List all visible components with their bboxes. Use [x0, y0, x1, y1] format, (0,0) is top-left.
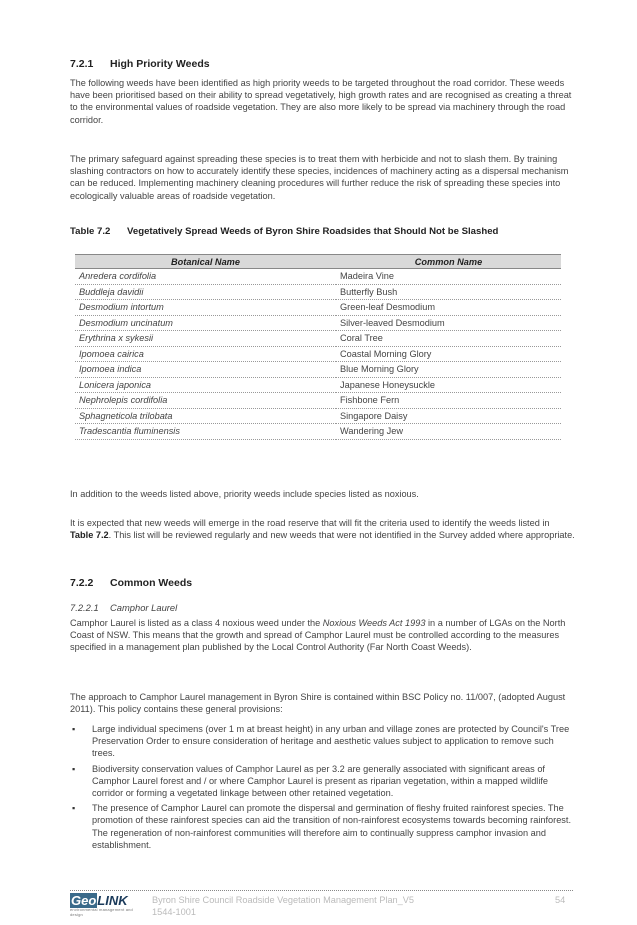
camphor-text-a: Camphor Laurel is listed as a class 4 noxious weed under the [70, 618, 323, 628]
table-row [75, 362, 561, 378]
intro-paragraph: The following weeds have been identified as high priority weeds to be targeted throughout the road corridor. These weeds have been prioritised based on their ability to spread vegetatively, high growth rates and are recognised as creating a threat to the environmental values of roadside vegetation. They are also more likely to be spread via machinery through the road corridor. [70, 78, 572, 125]
botanical-name-cell: Buddleja davidii [75, 284, 336, 300]
footer-divider [70, 890, 573, 891]
section-number: 7.2.1 [70, 58, 94, 70]
provision-item: ▪ Large individual specimens (over 1 m at breast height) in any urban and village zones are protected by Council's Tree Preservation Order to ensure consideration of heritage and aesthetic values subject to application to remove such trees. [70, 723, 575, 760]
botanical-name-cell: Nephrolepis cordifolia [75, 393, 336, 409]
table-header-row [75, 255, 561, 269]
logo-wordmark: GeoLINK [71, 893, 128, 908]
table-row [75, 346, 561, 362]
botanical-name-cell: Anredera cordifolia [75, 269, 336, 285]
common-name-cell: Butterfly Bush [336, 284, 561, 300]
logo-tagline: environmental management and design [70, 907, 133, 917]
table-row [75, 408, 561, 424]
botanical-name-cell: Desmodium intortum [75, 300, 336, 316]
safeguard-paragraph: The primary safeguard against spreading these species is to treat them with herbicide and not to slash them. By training slashing contractors on how to accurately identify these species, incidences of machinery acting as a dispersal mechanism can be reduced. Implementing machinery cleaning procedures will further reduce the risk of spreading these species into ecologically valuable areas of roadside vegetation. [70, 154, 569, 201]
table-caption-number: Table 7.2 [70, 226, 111, 237]
botanical-name-cell: Lonicera japonica [75, 377, 336, 393]
botanical-name-cell: Desmodium uncinatum [75, 315, 336, 331]
provision-item: ▪ Biodiversity conservation values of Camphor Laurel as per 3.2 are generally associated with significant areas of Camphor Laurel forest and / or where Camphor Laurel is present as riparian vegetation, within a mapped wildlife corridor or forming a vegetated linkage between other retained vegetation. [70, 763, 575, 800]
botanical-name-cell: Ipomoea cairica [75, 346, 336, 362]
subsection-heading [70, 602, 177, 613]
header-botanical-name: Botanical Name [75, 255, 336, 269]
table-row [75, 315, 561, 331]
weeds-table [75, 254, 561, 440]
review-text-a: It is expected that new weeds will emerge in the road reserve that will fit the criteria used to identify the weeds listed in [70, 518, 550, 528]
section-heading-722 [70, 577, 192, 589]
common-name-cell: Wandering Jew [336, 424, 561, 440]
table-row [75, 300, 561, 316]
footer-doc-number: 1544-1001 [152, 906, 196, 917]
camphor-paragraph [70, 617, 575, 654]
section-title: High Priority Weeds [110, 58, 210, 70]
subsection-number: 7.2.2.1 [70, 602, 99, 613]
table-row [75, 269, 561, 285]
botanical-name-cell: Tradescantia fluminensis [75, 424, 336, 440]
common-name-cell: Singapore Daisy [336, 408, 561, 424]
common-name-cell: Coastal Morning Glory [336, 346, 561, 362]
table-caption [70, 226, 498, 237]
noxious-paragraph: In addition to the weeds listed above, priority weeds include species listed as noxious. [70, 489, 419, 499]
table-reference: Table 7.2 [70, 530, 109, 541]
header-common-name: Common Name [336, 255, 561, 269]
common-name-cell: Japanese Honeysuckle [336, 377, 561, 393]
page-number: 54 [555, 895, 566, 905]
section-heading-721 [70, 58, 210, 70]
table-row [75, 377, 561, 393]
footer-doc-title: Byron Shire Council Roadside Vegetation Management Plan_V5 [152, 895, 415, 905]
table-row [75, 424, 561, 440]
provisions-list [70, 723, 575, 854]
table-row [75, 284, 561, 300]
table-caption-title: Vegetatively Spread Weeds of Byron Shire Roadsides that Should Not be Slashed [127, 226, 499, 237]
common-name-cell: Madeira Vine [336, 269, 561, 285]
botanical-name-cell: Erythrina x sykesii [75, 331, 336, 347]
section-title: Common Weeds [110, 577, 193, 589]
table-row [75, 331, 561, 347]
common-name-cell: Blue Morning Glory [336, 362, 561, 378]
policy-paragraph: The approach to Camphor Laurel management in Byron Shire is contained within BSC Policy no. 11/007, (adopted August 2011). This policy contains these general provisions: [70, 692, 566, 715]
common-name-cell: Silver-leaved Desmodium [336, 315, 561, 331]
table-row [75, 393, 561, 409]
botanical-name-cell: Ipomoea indica [75, 362, 336, 378]
common-name-cell: Fishbone Fern [336, 393, 561, 409]
provision-item: ▪ The presence of Camphor Laurel can promote the dispersal and germination of fleshy fruited rainforest species. The promotion of these rainforest species can aid the transition of non-rainforest ecosystems towards becoming rainforest. The regeneration of non-rainforest communities will therefore aim to continually suppress camphor invasion and establishment. [70, 802, 575, 851]
common-name-cell: Coral Tree [336, 331, 561, 347]
footer-doc-info [152, 895, 414, 918]
geolink-logo [70, 894, 140, 920]
review-text-b: . This list will be reviewed regularly and new weeds that were not identified in the Survey added where appropriate. [108, 530, 575, 541]
camphor-text-b: in a number of LGAs on the North Coast of NSW. This means that the growth and spread of Camphor Laurel must be controlled according to the measures specified in a management plan published by the Local Control Authority (Far North Coast Weeds). [70, 618, 566, 653]
review-paragraph [70, 517, 575, 541]
common-name-cell: Green-leaf Desmodium [336, 300, 561, 316]
section-number: 7.2.2 [70, 577, 94, 589]
act-name: Noxious Weeds Act 1993 [322, 618, 426, 628]
botanical-name-cell: Sphagneticola trilobata [75, 408, 336, 424]
subsection-title: Camphor Laurel [110, 602, 178, 613]
